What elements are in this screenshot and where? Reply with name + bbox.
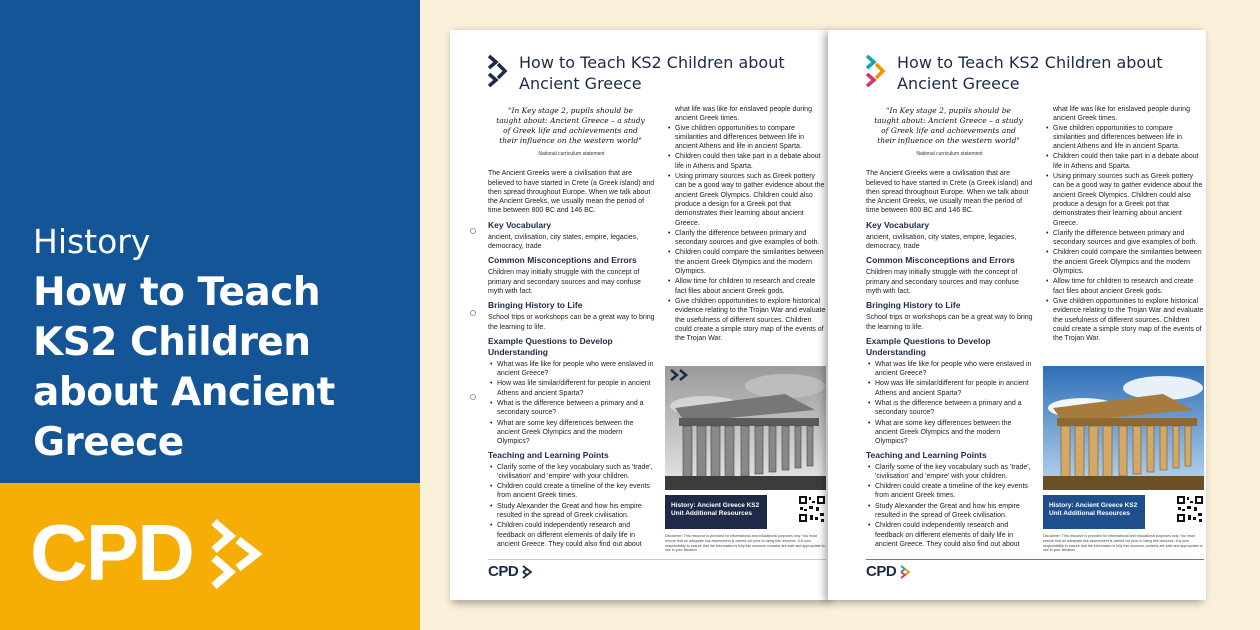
list-item: • Children could independently research and feedback on different elements of daily life in ancient Greece. They could also find out about bbox=[488, 521, 655, 549]
intro-paragraph: The Ancient Greeks were a civilisation that are believed to have started in Crete (a Greek island) and then spread throughout Europe. When we talk about the Ancient Greeks, we usually mean the period of time between 800 BC and 146 BC. bbox=[866, 170, 1033, 215]
list-item: • What is the difference between a primary and a secondary source? bbox=[488, 399, 655, 418]
footer-divider bbox=[866, 559, 1204, 560]
bringing-text: School trips or workshops can be a great way to bring the learning to life. bbox=[488, 314, 655, 331]
sheet-column-left bbox=[488, 106, 655, 550]
list-item: • What was life like for people who were enslaved in ancient Greece? bbox=[866, 360, 1033, 379]
document-sheet-back bbox=[450, 30, 828, 600]
footer-cpd-logo: CPD bbox=[488, 563, 519, 580]
quote-source: National curriculum statement bbox=[916, 151, 983, 157]
punch-hole bbox=[470, 394, 476, 400]
punch-hole bbox=[470, 228, 476, 234]
sheet-chevron-icon bbox=[864, 54, 890, 88]
list-item: • Children could independently research and feedback on different elements of daily life in ancient Greece. They could also find out about bbox=[866, 521, 1033, 549]
list-item: • What are some key differences between the ancient Greek Olympics and the modern Olympics? bbox=[488, 419, 655, 447]
parthenon-photo bbox=[665, 366, 826, 490]
banner-subject: History bbox=[33, 222, 151, 261]
footer-chevron-icon bbox=[522, 565, 532, 579]
sheet-column-right bbox=[666, 105, 826, 344]
curriculum-quote: "In Key stage 2, pupils should be taught about: Ancient Greece – a study of Greek life and achievements and their influence on the western world" bbox=[874, 106, 1023, 145]
misconceptions-heading: Common Misconceptions and Errors bbox=[488, 255, 637, 266]
list-item: • Study Alexander the Great and how his empire resulted in the spread of Greek civilisation. bbox=[866, 502, 1033, 521]
activities-list bbox=[1044, 124, 1204, 344]
teaching-list bbox=[488, 463, 655, 550]
list-item: • Give children opportunities to compare similarities and differences between life in ancient Athens and life in ancient Sparta. bbox=[1044, 124, 1204, 152]
banner-cpd-logo: CPD bbox=[30, 508, 193, 597]
list-item: • Children could then take part in a debate about life in Athens and Sparta. bbox=[666, 152, 826, 171]
intro-paragraph: The Ancient Greeks were a civilisation that are believed to have started in Crete (a Greek island) and then spread throughout Europe. When we talk about the Ancient Greeks, we usually mean the period of time between 800 BC and 146 BC. bbox=[488, 170, 655, 215]
misconceptions-text: Children may initially struggle with the concept of primary and secondary sources and may confuse myth with fact. bbox=[488, 269, 641, 295]
list-item: • Using primary sources such as Greek pottery can be a good way to gather evidence about the ancient Greek Olympics. Children could also produce a design for a Greek pot that demonstrates their learning about ancient Greece. bbox=[666, 172, 826, 228]
list-item: • What was life like for people who were enslaved in ancient Greece? bbox=[488, 360, 655, 379]
resource-box: History: Ancient Greece KS2 Unit Additional Resources bbox=[665, 495, 767, 529]
list-item: • What is the difference between a primary and a secondary source? bbox=[866, 399, 1033, 418]
footer-cpd-logo: CPD bbox=[866, 563, 897, 580]
list-item: • What are some key differences between the ancient Greek Olympics and the modern Olympics? bbox=[866, 419, 1033, 447]
list-item: • Clarify the difference between primary and secondary sources and give examples of both. bbox=[666, 229, 826, 248]
disclaimer-text: Disclaimer: This resource is provided for informational and educational purposes only. You must ensure that an adequate risk assessment is carried out prior to using this resource. It is your responsibility to ensure that the information is fully this resource contains are safe and appropriate to use in your situation. bbox=[665, 534, 825, 553]
double-chevron-right-icon bbox=[208, 516, 270, 592]
teaching-list bbox=[866, 463, 1033, 550]
misconceptions-heading: Common Misconceptions and Errors bbox=[866, 255, 1015, 266]
vocab-heading: Key Vocabulary bbox=[866, 219, 930, 230]
footer-divider bbox=[488, 559, 826, 560]
resource-box: History: Ancient Greece KS2 Unit Additional Resources bbox=[1043, 495, 1145, 529]
list-item: • Allow time for children to research and create fact files about ancient Greek gods. bbox=[1044, 277, 1204, 296]
sheet-chevron-icon bbox=[486, 54, 512, 88]
list-item: • Children could create a timeline of the key events from ancient Greek times. bbox=[488, 482, 655, 501]
list-item: • Children could compare the similarities between the ancient Greek Olympics and the modern Olympics. bbox=[1044, 248, 1204, 276]
sheet-column-left bbox=[866, 106, 1033, 550]
bringing-heading: Bringing History to Life bbox=[866, 300, 961, 311]
list-item: • Using primary sources such as Greek pottery can be a good way to gather evidence about the ancient Greek Olympics. Children could also produce a design for a Greek pot that demonstrates their learning about ancient Greece. bbox=[1044, 172, 1204, 228]
qr-code-icon bbox=[1176, 495, 1204, 523]
curriculum-quote: "In Key stage 2, pupils should be taught about: Ancient Greece – a study of Greek life and achievements and their influence on the western world" bbox=[496, 106, 645, 145]
vocab-text: ancient, civilisation, city states, empire, legacies, democracy, trade bbox=[488, 233, 639, 251]
questions-heading: Example Questions to Develop Understanding bbox=[488, 335, 613, 357]
list-item: • Clarify some of the key vocabulary such as 'trade', 'civilisation' and 'empire' with your children. bbox=[866, 463, 1033, 482]
list-item: • Clarify some of the key vocabulary such as 'trade', 'civilisation' and 'empire' with your children. bbox=[488, 463, 655, 482]
questions-heading: Example Questions to Develop Understanding bbox=[866, 335, 991, 357]
bringing-heading: Bringing History to Life bbox=[488, 300, 583, 311]
questions-list bbox=[488, 360, 655, 447]
list-item: • Children could compare the similarities between the ancient Greek Olympics and the modern Olympics. bbox=[666, 248, 826, 276]
teaching-heading: Teaching and Learning Points bbox=[488, 449, 609, 460]
list-item: • Clarify the difference between primary and secondary sources and give examples of both. bbox=[1044, 229, 1204, 248]
list-item: • Give children opportunities to explore historical evidence relating to the Trojan War and evaluate the usefulness of different sources. Children could create a simple story map of the events of the Trojan War. bbox=[1044, 297, 1204, 343]
banner-panel bbox=[0, 0, 420, 630]
list-item: • How was life similar/different for people in ancient Athens and ancient Sparta? bbox=[866, 379, 1033, 398]
document-sheet-front bbox=[828, 30, 1206, 600]
list-item: • Children could create a timeline of the key events from ancient Greek times. bbox=[866, 482, 1033, 501]
continuation-text: what life was like for enslaved people during ancient Greek times. bbox=[1053, 106, 1190, 123]
bringing-text: School trips or workshops can be a great way to bring the learning to life. bbox=[866, 314, 1033, 331]
misconceptions-text: Children may initially struggle with the concept of primary and secondary sources and may confuse myth with fact. bbox=[866, 269, 1019, 295]
disclaimer-text: Disclaimer: This resource is provided for informational and educational purposes only. You must ensure that an adequate risk assessment is carried out prior to using this resource. It is your responsibility to ensure that the information is fully this resource contains are safe and appropriate to use in your situation. bbox=[1043, 534, 1203, 553]
vocab-text: ancient, civilisation, city states, empire, legacies, democracy, trade bbox=[866, 233, 1017, 251]
banner-title: How to Teach KS2 Children about Ancient Greece bbox=[33, 270, 335, 465]
list-item: • Children could then take part in a debate about life in Athens and Sparta. bbox=[1044, 152, 1204, 171]
parthenon-photo bbox=[1043, 366, 1204, 490]
sheet-column-right bbox=[1044, 105, 1204, 344]
punch-hole bbox=[470, 310, 476, 316]
qr-code-icon bbox=[798, 495, 826, 523]
teaching-heading: Teaching and Learning Points bbox=[866, 449, 987, 460]
footer-chevron-icon bbox=[900, 565, 910, 579]
sheet-title: How to Teach KS2 Children about Ancient Greece bbox=[897, 53, 1163, 93]
vocab-heading: Key Vocabulary bbox=[488, 219, 552, 230]
quote-source: National curriculum statement bbox=[538, 151, 605, 157]
list-item: • Study Alexander the Great and how his empire resulted in the spread of Greek civilisation. bbox=[488, 502, 655, 521]
continuation-text: what life was like for enslaved people during ancient Greek times. bbox=[675, 106, 812, 123]
activities-list bbox=[666, 124, 826, 344]
list-item: • How was life similar/different for people in ancient Athens and ancient Sparta? bbox=[488, 379, 655, 398]
list-item: • Allow time for children to research and create fact files about ancient Greek gods. bbox=[666, 277, 826, 296]
sheet-title: How to Teach KS2 Children about Ancient Greece bbox=[519, 53, 785, 93]
list-item: • Give children opportunities to compare similarities and differences between life in ancient Athens and life in ancient Sparta. bbox=[666, 124, 826, 152]
questions-list bbox=[866, 360, 1033, 447]
list-item: • Give children opportunities to explore historical evidence relating to the Trojan War and evaluate the usefulness of different sources. Children could create a simple story map of the events of the Trojan War. bbox=[666, 297, 826, 343]
